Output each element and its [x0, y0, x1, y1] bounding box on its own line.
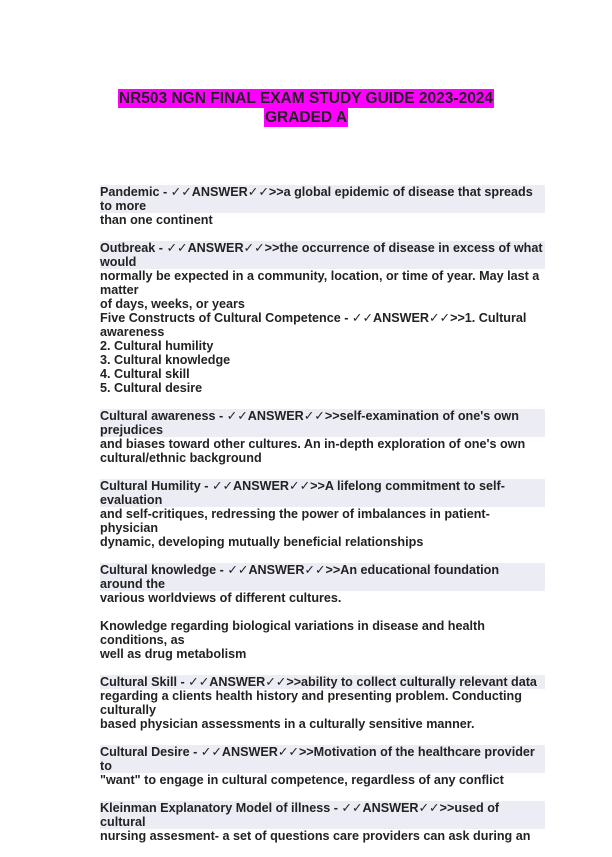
entry-five-constructs	[100, 311, 545, 395]
entry-kleinman-model	[100, 801, 545, 843]
entry-line: cultural/ethnic background	[100, 451, 262, 465]
entry-line: and biases toward other cultures. An in-depth exploration of one's own	[100, 437, 526, 451]
document-body	[100, 185, 545, 857]
entry-line: awareness	[100, 325, 165, 339]
entry-line: Cultural knowledge - ✓✓ANSWER✓✓>>An educational foundation around the	[100, 563, 545, 591]
document-title	[0, 89, 612, 127]
entry-outbreak	[100, 241, 545, 311]
entry-line: Cultural Humility - ✓✓ANSWER✓✓>>A lifelong commitment to self-evaluation	[100, 479, 545, 507]
title-line-2: GRADED A	[264, 109, 348, 126]
entry-line: Cultural Skill - ✓✓ANSWER✓✓>>ability to collect culturally relevant data	[100, 675, 545, 689]
entry-cultural-humility	[100, 479, 545, 549]
entry-line: Cultural Desire - ✓✓ANSWER✓✓>>Motivation of the healthcare provider to	[100, 745, 545, 773]
entry-line: than one continent	[100, 213, 213, 227]
entry-line: 5. Cultural desire	[100, 381, 203, 395]
entry-line: normally be expected in a community, location, or time of year. May last a matter	[100, 269, 540, 297]
entry-line: Pandemic - ✓✓ANSWER✓✓>>a global epidemic of disease that spreads to more	[100, 185, 545, 213]
entry-cultural-knowledge	[100, 563, 545, 605]
title-line-1: NR503 NGN FINAL EXAM STUDY GUIDE 2023-2024	[118, 90, 494, 107]
entry-pandemic	[100, 185, 545, 227]
entry-cultural-awareness	[100, 409, 545, 465]
entry-line: "want" to engage in cultural competence, regardless of any conflict	[100, 773, 504, 787]
entry-cultural-desire	[100, 745, 545, 787]
entry-line: of days, weeks, or years	[100, 297, 245, 311]
entry-line: various worldviews of different cultures.	[100, 591, 342, 605]
entry-biological-variations	[100, 619, 545, 661]
entry-line: Knowledge regarding biological variations in disease and health conditions, as	[100, 619, 485, 647]
entry-line: Outbreak - ✓✓ANSWER✓✓>>the occurrence of disease in excess of what would	[100, 241, 545, 269]
entry-line: regarding a clients health history and presenting problem. Conducting culturally	[100, 689, 522, 717]
entry-line: dynamic, developing mutually beneficial relationships	[100, 535, 424, 549]
entry-line: well as drug metabolism	[100, 647, 247, 661]
entry-line: nursing assesment- a set of questions care providers can ask during an	[100, 829, 531, 843]
entry-line: Five Constructs of Cultural Competence - ✓✓ANSWER✓✓>>1. Cultural	[100, 311, 527, 325]
entry-line: based physician assessments in a culturally sensitive manner.	[100, 717, 475, 731]
entry-line: Cultural awareness - ✓✓ANSWER✓✓>>self-examination of one's own prejudices	[100, 409, 545, 437]
entry-line: 2. Cultural humility	[100, 339, 214, 353]
entry-line: 3. Cultural knowledge	[100, 353, 231, 367]
entry-cultural-skill	[100, 675, 545, 731]
entry-line: Kleinman Explanatory Model of illness - ✓✓ANSWER✓✓>>used of cultural	[100, 801, 545, 829]
entry-line: and self-critiques, redressing the power of imbalances in patient-physician	[100, 507, 490, 535]
entry-line: 4. Cultural skill	[100, 367, 190, 381]
